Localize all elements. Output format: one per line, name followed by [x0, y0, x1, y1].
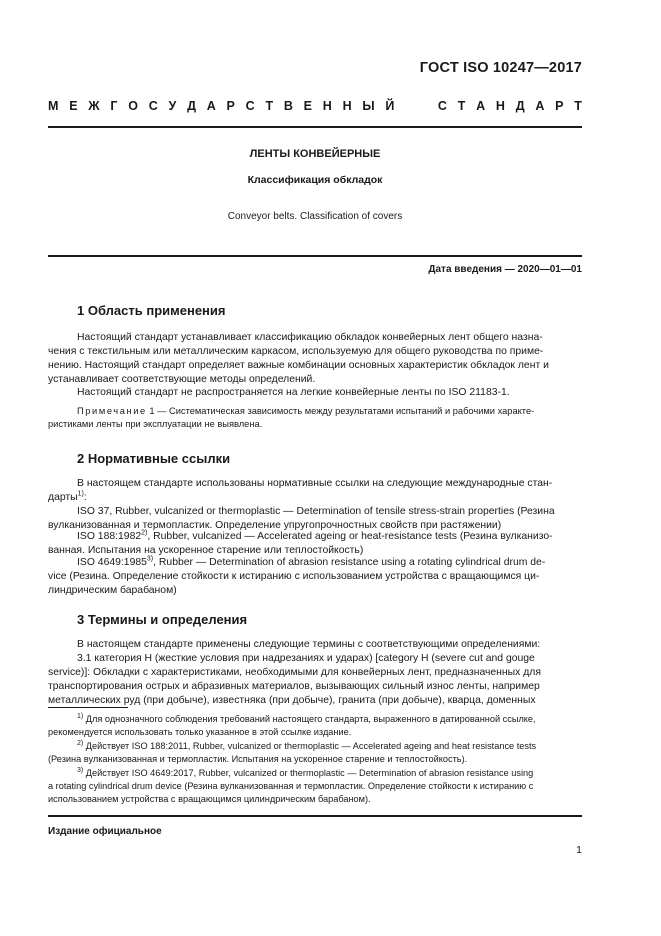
banner-letter: О [128, 99, 138, 113]
footnote-mark: 2) [77, 739, 84, 747]
banner-letter: А [206, 99, 216, 113]
footnote-ref-2: 2) [141, 529, 148, 537]
footer-rule [48, 815, 582, 817]
edition-label: Издание официальное [48, 826, 162, 837]
banner-letter: А [535, 99, 545, 113]
text-line: ISO 4649:1985 [77, 557, 147, 568]
footnote-text: a rotating cylindrical drum device (Резина вулканизованная и термопластик. Определение стойкости к истиранию с [48, 781, 534, 791]
note-text: ристиками ленты при эксплуатации не выявлена. [48, 419, 263, 429]
banner-letter: Н [495, 99, 505, 113]
banner-letter: У [168, 99, 177, 113]
introduction-date: Дата введения — 2020—01—01 [428, 264, 582, 275]
banner-letter: М [48, 99, 59, 113]
normative-reference-iso188 [48, 529, 582, 558]
banner-letter: Р [226, 99, 235, 113]
text-line: металлических руд (при добыче), известняка (при добыче), гранита (при добыче), кварца, доменных [48, 695, 536, 706]
section-1-paragraph [48, 331, 582, 387]
note-text: 1 — Систематическая зависимость между результатами испытаний и рабочими характе- [146, 406, 535, 416]
section-2-intro [48, 477, 582, 505]
banner-letter: Н [342, 99, 352, 113]
footnote-mark: 3) [77, 766, 84, 774]
text-line: линдрическим барабаном) [48, 585, 177, 596]
text-line: , Rubber, vulcanized — Accelerated ageing or heat-resistance tests (Резина вулканизо- [147, 531, 553, 542]
banner-letter: Е [69, 99, 78, 113]
banner-letter: С [437, 99, 447, 113]
banner-letter: Ж [88, 99, 100, 113]
footnote-ref-3: 3) [146, 555, 154, 563]
banner-letter: Д [187, 99, 196, 113]
banner-letter: С [245, 99, 255, 113]
text-line: vice (Резина. Определение стойкости к истиранию с использованием устройства с вращающимся ци- [48, 571, 540, 582]
interstate-standard-banner [48, 99, 582, 113]
standard-code: ГОСТ ISO 10247—2017 [419, 60, 582, 76]
banner-letter: Н [322, 99, 332, 113]
section-3-intro [77, 638, 582, 652]
document-title-english: Conveyor belts. Classification of covers [227, 211, 403, 222]
text-line: дарты [48, 492, 78, 503]
normative-reference-iso37 [48, 505, 582, 533]
footnote-text: Действует ISO 4649:2017, Rubber, vulcanized or thermoplastic — Determination of abrasion resistance using [85, 768, 534, 778]
footnote-text: использованием устройства с вращающимся цилиндрическим барабаном). [48, 794, 371, 804]
text-line: вулканизованная и термопластик. Определение упругопрочностных свойств при растяжении) [48, 520, 502, 531]
section-3-heading: 3 Термины и определения [77, 612, 248, 627]
banner-letter: В [283, 99, 293, 113]
footnote-mark: 1) [77, 712, 84, 720]
text-line: В настоящем стандарте применены следующие термины с соответствующими определениями: [77, 639, 541, 650]
section-2-heading: 2 Нормативные ссылки [77, 451, 231, 466]
text-line: В настоящем стандарте использованы нормативные ссылки на следующие международные стан- [77, 478, 553, 489]
banner-letter: Т [265, 99, 274, 113]
banner-letter: Г [110, 99, 118, 113]
title-rule [48, 255, 582, 257]
banner-letter: С [148, 99, 158, 113]
text-line: Настоящий стандарт устанавливает классификацию обкладок конвейерных лент общего назна- [77, 332, 543, 343]
text-line: , Rubber — Determination of abrasion resistance using a rotating cylindrical drum de- [153, 557, 546, 568]
banner-letter: Т [457, 99, 466, 113]
text-line: нению. Настоящий стандарт определяет важные комбинации основных характеристик обкладок лент и [48, 360, 549, 371]
footnote-separator [48, 707, 128, 708]
section-1-paragraph-2 [77, 386, 582, 400]
text-line: 3.1 категория Н (жесткие условия при надрезаниях и ударах) [category H (severe cut and gouge [77, 653, 535, 664]
text-line: устанавливает соответствующие методы определений. [48, 374, 316, 385]
footnote-1 [48, 713, 582, 739]
footnote-3 [48, 767, 582, 806]
banner-letter: Т [574, 99, 582, 113]
text-line: чения с текстильным или металлическим каркасом, используемую для общего руководства по приме- [48, 346, 544, 357]
word-gap [405, 99, 427, 113]
banner-letter: Ы [362, 99, 375, 113]
banner-letter: Д [515, 99, 525, 113]
normative-reference-iso4649 [48, 555, 582, 598]
footnote-text: рекомендуется использовать только указанное в этой ссылке издание. [48, 727, 352, 737]
text-line: : [83, 492, 87, 503]
note-label: Примечание [77, 406, 147, 416]
footnote-text: (Резина вулканизованная и термопластик. Испытания на ускоренное старение и теплостойкость). [48, 754, 468, 764]
banner-letter: Р [555, 99, 564, 113]
banner-letter: Е [303, 99, 312, 113]
banner-letter: А [476, 99, 486, 113]
footnote-ref-1: 1) [77, 490, 84, 498]
footnote-text: Для однозначного соблюдения требований настоящего стандарта, выраженного в датированной ссылке, [85, 714, 536, 724]
term-category-h [48, 652, 582, 708]
text-line: Настоящий стандарт не распространяется на легкие конвейерные ленты по ISO 21183-1. [77, 387, 510, 398]
section-1-heading: 1 Область применения [77, 303, 226, 318]
footnote-2 [48, 740, 582, 766]
text-line: service)]: Обкладки с характеристиками, необходимыми для конвейерных лент, предназначенных для [48, 667, 541, 678]
banner-letter: Й [385, 99, 395, 113]
section-1-note [48, 405, 582, 431]
header-rule [48, 126, 582, 128]
text-line: ISO 37, Rubber, vulcanized or thermoplastic — Determination of tensile stress-strain properties (Резина [77, 506, 555, 517]
document-subtitle: Классификация обкладок [247, 174, 383, 186]
text-line: транспортирования острых и абразивных материалов, вызывающих сильный износ ленты, например [48, 681, 540, 692]
document-title: ЛЕНТЫ КОНВЕЙЕРНЫЕ [249, 148, 381, 160]
footnote-text: Действует ISO 188:2011, Rubber, vulcanized or thermoplastic — Accelerated ageing and heat resistance tests [85, 741, 537, 751]
text-line: ванная. Испытания на ускоренное старение или теплостойкость) [48, 545, 364, 556]
text-line: ISO 188:1982 [77, 531, 142, 542]
page-number: 1 [576, 844, 582, 856]
